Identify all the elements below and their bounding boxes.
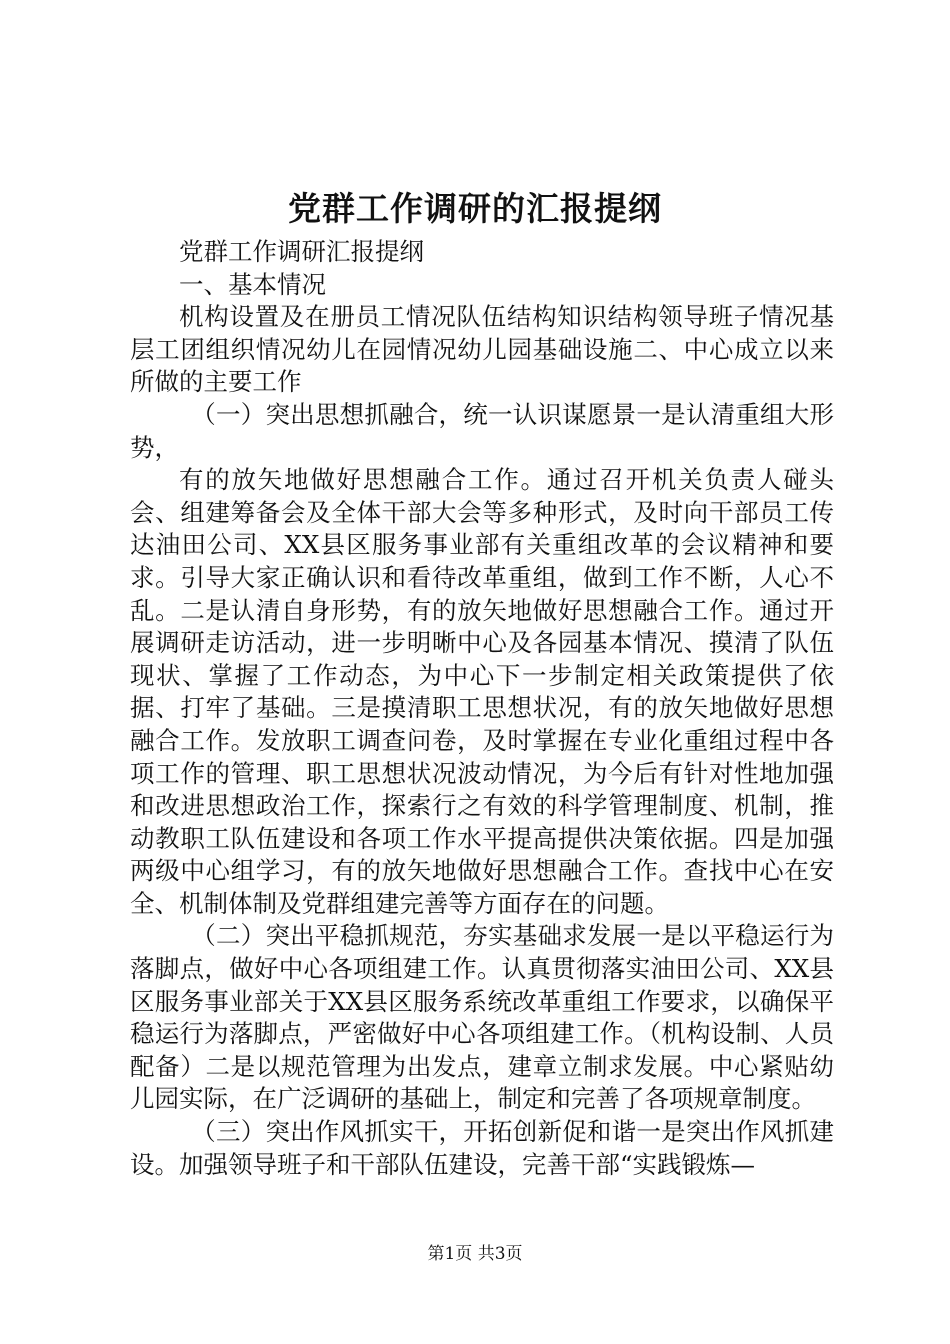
paragraph-item-1-body: 有的放矢地做好思想融合工作。通过召开机关负责人碰头会、组建筹备会及全体干部大会等多种形式，及时向干部员工传达油田公司、XX县区服务事业部有关重组改革的会议精神和要求。引导大家正确认识和看待改革重组，做到工作不断，人心不乱。二是认清自身形势，有的放矢地做好思想融合工作。通过开展调研走访活动，进一步明晰中心及各园基本情况、摸清了队伍现状、掌握了工作动态，为中心下一步制定相关政策提供了依据、打牢了基础。三是摸清职工思想状况，有的放矢地做好思想融合工作。发放职工调查问卷，及时掌握在专业化重组过程中各项工作的管理、职工思想状况波动情况，为今后有针对性地加强和改进思想政治工作，探索行之有效的科学管理制度、机制，推动教职工队伍建设和各项工作水平提高提供决策依据。四是加强两级中心组学习，有的放矢地做好思想融合工作。查找中心在安全、机制体制及党群组建完善等方面存在的问题。 — [130, 465, 834, 918]
page-footer: 第1页 共3页 — [427, 1244, 523, 1264]
paragraph-item-3: （三）突出作风抓实干，开拓创新促和谐一是突出作风抓建设。加强领导班子和干部队伍建设，完善干部“实践锻炼— — [130, 1117, 834, 1179]
paragraph-item-1-heading: （一）突出思想抓融合，统一认识谋愿景一是认清重组大形势， — [130, 399, 834, 462]
paragraph-section-heading: 一、基本情况 — [179, 269, 326, 299]
document-body — [130, 236, 834, 1181]
paragraph-subtitle: 党群工作调研汇报提纲 — [179, 237, 424, 266]
document-title: 党群工作调研的汇报提纲 — [288, 189, 662, 228]
paragraph-item-2: （二）突出平稳抓规范，夯实基础求发展一是以平稳运行为落脚点，做好中心各项组建工作。认真贯彻落实油田公司、XX县区服务事业部关于XX县区服务系统改革重组工作要求，以确保平稳运行为落脚点，严密做好中心各项组建工作。（机构设制、人员配备）二是以规范管理为出发点，建章立制求发展。中心紧贴幼儿园实际，在广泛调研的基础上，制定和完善了各项规章制度。 — [130, 921, 834, 1114]
paragraph-basic-info: 机构设置及在册员工情况队伍结构知识结构领导班子情况基层工团组织情况幼儿在园情况幼儿园基础设施二、中心成立以来所做的主要工作 — [130, 302, 834, 397]
